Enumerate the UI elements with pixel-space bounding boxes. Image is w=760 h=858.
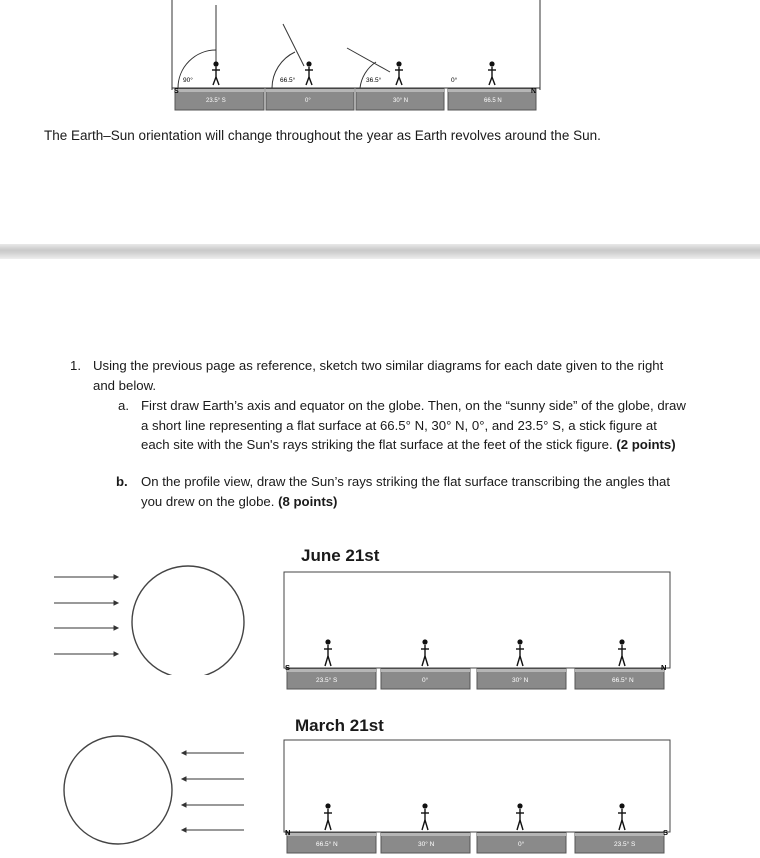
march-edge-left: N — [285, 828, 291, 837]
question-number: 1. — [70, 358, 81, 373]
part-b-body: On the profile view, draw the Sun’s rays striking the flat surface transcribing the angles that you drew on the globe. — [141, 474, 670, 509]
ref-angle-2: 66.5° — [280, 77, 296, 84]
march-lat-2: 30° N — [418, 841, 435, 848]
ref-angle-4: 0° — [451, 77, 458, 84]
part-a-text — [141, 396, 686, 455]
march-profile-view — [280, 738, 680, 856]
caption: The Earth–Sun orientation will change throughout the year as Earth revolves around the Sun. — [44, 128, 601, 143]
june-lat-2: 0° — [422, 677, 429, 684]
june-edge-left: S — [285, 663, 291, 672]
ref-lat-4: 66.5 N — [484, 98, 502, 104]
march-sun-rays-and-globe — [60, 735, 250, 845]
ref-lat-1: 23.5° S — [206, 98, 226, 104]
ref-angle-1: 90° — [183, 77, 193, 84]
ref-edge-left: S — [174, 88, 179, 95]
march-heading: March 21st — [295, 716, 384, 735]
june-globe — [132, 566, 244, 675]
march-edge-right: S — [663, 828, 669, 837]
march-lat-3: 0° — [518, 841, 525, 848]
part-a-label: a. — [118, 398, 129, 413]
june-heading: June 21st — [301, 546, 380, 565]
june-lat-4: 66.5° N — [612, 677, 634, 684]
question-text: Using the previous page as reference, sketch two similar diagrams for each date given to the right and below. — [93, 358, 664, 393]
june-edge-right: N — [661, 663, 667, 672]
page-divider — [0, 244, 760, 259]
june-profile-view — [280, 570, 680, 695]
ref-angle-3: 36.5° — [366, 77, 382, 84]
part-b-text — [141, 472, 686, 511]
part-b-points: (8 points) — [278, 493, 338, 509]
march-globe — [64, 736, 172, 844]
ref-edge-right: N — [531, 88, 537, 95]
june-lat-3: 30° N — [512, 677, 529, 684]
ref-lat-2: 0° — [305, 98, 311, 104]
june-sun-rays-and-globe — [40, 565, 255, 675]
reference-surfaces — [175, 89, 536, 110]
ref-lat-3: 30° N — [393, 98, 409, 104]
march-lat-1: 66.5° N — [316, 841, 338, 848]
march-lat-4: 23.5° S — [614, 841, 636, 848]
reference-profile-diagram — [0, 0, 760, 125]
march-surfaces — [287, 833, 664, 853]
part-a-points: (2 points) — [616, 437, 676, 452]
june-surfaces — [287, 669, 664, 689]
part-a-body: First draw Earth’s axis and equator on the globe. Then, on the “sunny side” of the globe, draw a short line representing a flat surface at 66.5° N, 30° N, 0°, and 23.5° S, a stick figure at each site with the Sun's rays striking the flat surface at the feet of the stick figure. — [141, 398, 686, 452]
reference-sun-rays — [178, 5, 531, 88]
part-b-label: b. — [116, 474, 128, 489]
june-lat-1: 23.5° S — [316, 677, 338, 684]
